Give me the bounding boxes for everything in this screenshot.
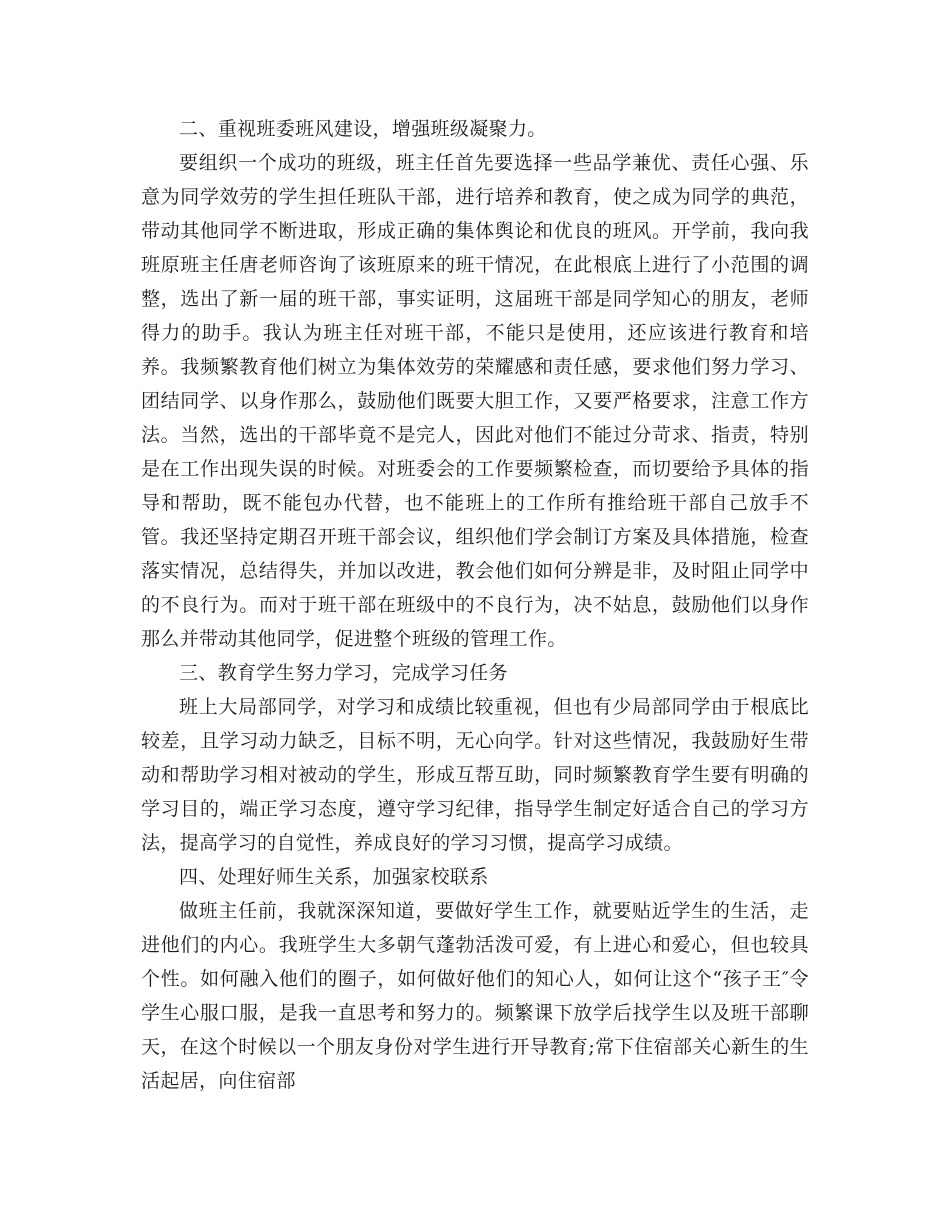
section-paragraph-3: 班上大局部同学，对学习和成绩比较重视，但也有少局部同学由于根底比较差，且学习动力缺乏，目标不明，无心向学。针对这些情况，我鼓励好生带动和帮助学习相对被动的学生，形成互帮互助，同时频繁教育学生要有明确的学习目的，端正学习态度，遵守学习纪律，指导学生制定好适合自己的学习方法，提高学习的自觉性，养成良好的学习习惯，提高学习成绩。 [141,696,809,854]
section-heading-4: 四、处理好师生关系，加强家校联系 [179,866,489,888]
document-page [141,112,809,1098]
section-heading-3: 三、教育学生努力学习，完成学习任务 [179,662,508,684]
section-paragraph-2: 要组织一个成功的班级，班主任首先要选择一些品学兼优、责任心强、乐意为同学效劳的学生担任班队干部，进行培养和教育，使之成为同学的典范，带动其他同学不断进取，形成正确的集体舆论和优良的班风。开学前，我向我班原班主任唐老师咨询了该班原来的班干情况，在此根底上进行了小范围的调整，选出了新一届的班干部，事实证明，这届班干部是同学知心的朋友，老师得力的助手。我认为班主任对班干部，不能只是使用，还应该进行教育和培养。我频繁教育他们树立为集体效劳的荣耀感和责任感，要求他们努力学习、团结同学、以身作那么，鼓励他们既要大胆工作，又要严格要求，注意工作方法。当然，选出的干部毕竟不是完人，因此对他们不能过分苛求、指责，特别是在工作出现失误的时候。对班委会的工作要频繁检查，而切要给予具体的指导和帮助，既不能包办代替，也不能班上的工作所有推给班干部自己放手不管。我还坚持定期召开班干部会议，组织他们学会制订方案及具体措施，检查落实情况，总结得失，并加以改进，教会他们如何分辨是非，及时阻止同学中的不良行为。而对于班干部在班级中的不良行为，决不姑息，鼓励他们以身作那么并带动其他同学，促进整个班级的管理工作。 [141,152,809,650]
section-paragraph-4: 做班主任前，我就深深知道，要做好学生工作，就要贴近学生的生活，走进他们的内心。我班学生大多朝气蓬勃活泼可爱，有上进心和爱心，但也较具个性。如何融入他们的圈子，如何做好他们的知心人，如何让这个“孩子王″令学生心服口服，是我一直思考和努力的。频繁课下放学后找学生以及班干部聊天，在这个时候以一个朋友身份对学生进行开导教育;常下住宿部关心新生的生活起居，向住宿部 [141,900,809,1092]
section-heading-2: 二、重视班委班风建设，增强班级凝聚力。 [179,118,547,140]
